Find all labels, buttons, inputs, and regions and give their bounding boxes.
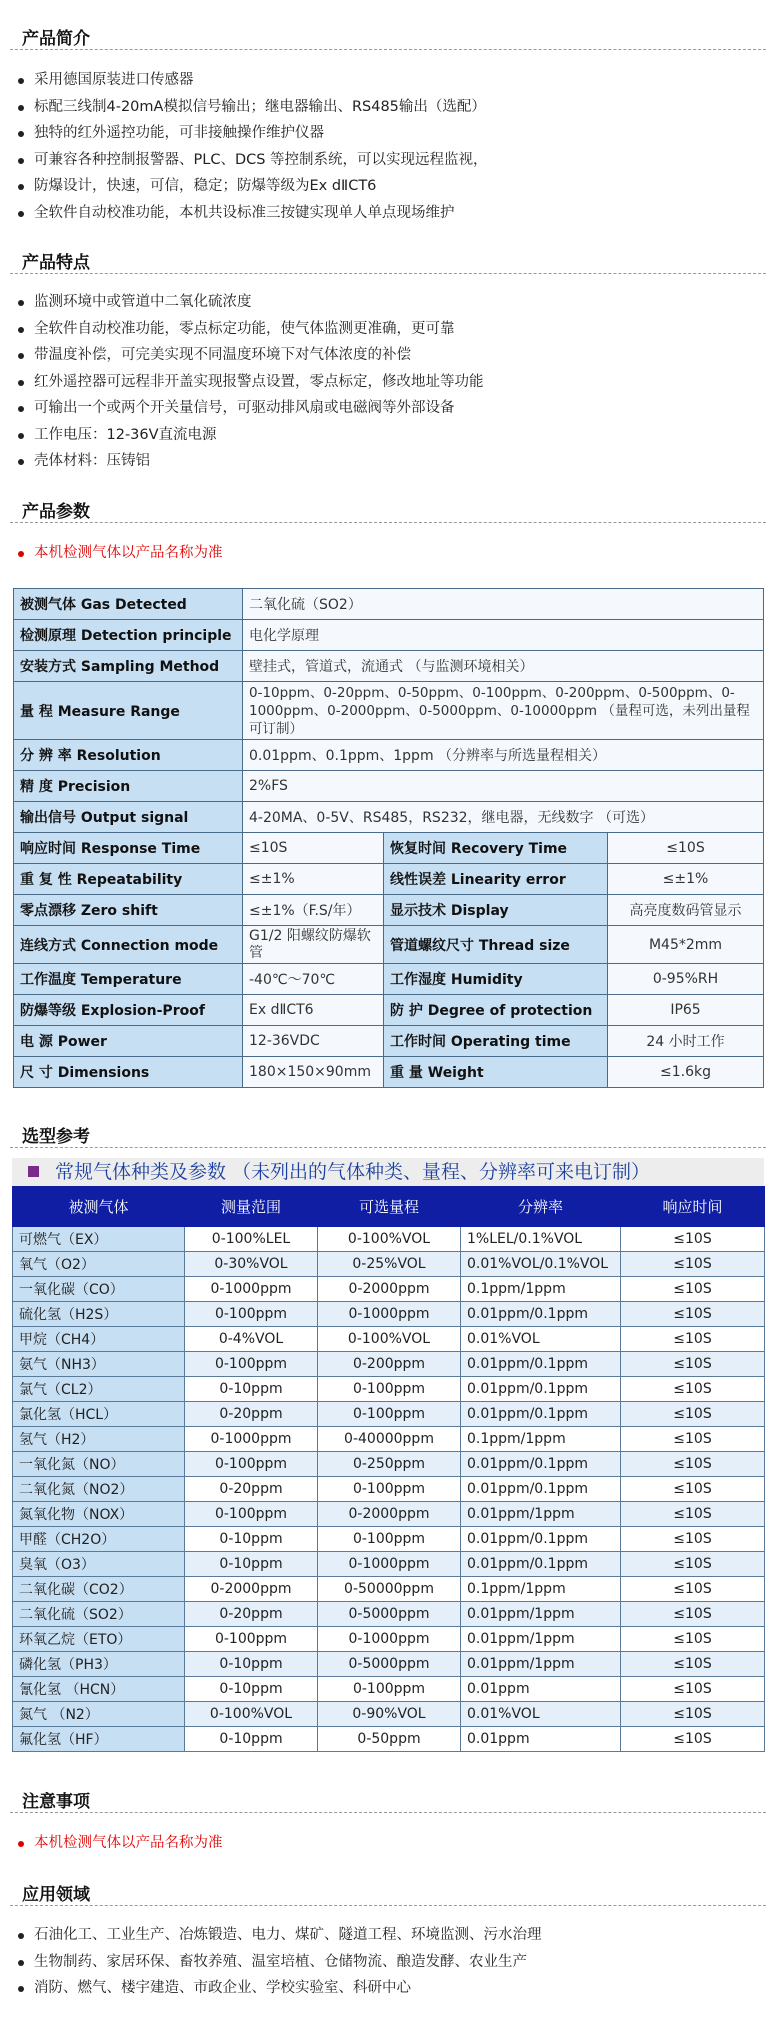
table-cell: 氮气 （N2）: [13, 1702, 185, 1727]
table-cell: ≤10S: [621, 1327, 765, 1352]
table-cell: 0-20ppm: [185, 1477, 318, 1502]
table-row: [13, 1552, 765, 1577]
spec-label: 精 度 Precision: [14, 771, 243, 802]
table-cell: 0-200ppm: [318, 1352, 461, 1377]
spec-value: ≤1.6kg: [608, 1057, 764, 1088]
spec-value: 180×150×90mm: [243, 1057, 384, 1088]
table-row: [13, 1352, 765, 1377]
table-cell: ≤10S: [621, 1652, 765, 1677]
spec-value: ≤10S: [243, 833, 384, 864]
gas-table-body: [13, 1227, 765, 1752]
table-cell: 0.01ppm: [461, 1727, 621, 1752]
table-row: [13, 1502, 765, 1527]
table-cell: 0-10ppm: [185, 1377, 318, 1402]
table-cell: 氯气（CL2）: [13, 1377, 185, 1402]
spec-value: 电化学原理: [243, 620, 764, 651]
notes-item: 本机检测气体以产品名称为准: [14, 1830, 223, 1857]
divider: [10, 273, 766, 274]
gas-table-header: [13, 1187, 765, 1227]
table-row: [13, 1702, 765, 1727]
spec-label: 防爆等级 Explosion-Proof: [14, 995, 243, 1026]
spec-value: -40℃～70℃: [243, 964, 384, 995]
table-cell: 0-1000ppm: [318, 1552, 461, 1577]
table-row: [13, 1577, 765, 1602]
table-cell: 0.01ppm/0.1ppm: [461, 1477, 621, 1502]
column-header: 可选量程: [318, 1187, 461, 1227]
column-header: 被测气体: [13, 1187, 185, 1227]
spec-value: 12-36VDC: [243, 1026, 384, 1057]
list-item: 可输出一个或两个开关量信号，可驱动排风扇或电磁阀等外部设备: [14, 395, 484, 422]
spec-label: 线性误差 Linearity error: [384, 864, 608, 895]
spec-label: 输出信号 Output signal: [14, 802, 243, 833]
table-cell: ≤10S: [621, 1352, 765, 1377]
params-note: 本机检测气体以产品名称为准: [14, 540, 223, 567]
table-cell: ≤10S: [621, 1427, 765, 1452]
selection-title: 选型参考: [22, 1127, 90, 1147]
table-cell: 0-100ppm: [318, 1677, 461, 1702]
spec-value: 高亮度数码管显示: [608, 895, 764, 926]
table-cell: 磷化氢（PH3）: [13, 1652, 185, 1677]
table-row: [13, 1527, 765, 1552]
table-cell: ≤10S: [621, 1727, 765, 1752]
divider: [10, 1905, 766, 1906]
spec-value: 0-95%RH: [608, 964, 764, 995]
table-cell: ≤10S: [621, 1527, 765, 1552]
spec-label: 零点漂移 Zero shift: [14, 895, 243, 926]
table-cell: 0-4%VOL: [185, 1327, 318, 1352]
notes-list: [14, 1830, 223, 1857]
column-header: 响应时间: [621, 1187, 765, 1227]
intro-title: 产品简介: [22, 29, 90, 49]
list-item: 独特的红外遥控功能，可非接触操作维护仪器: [14, 120, 488, 147]
table-cell: ≤10S: [621, 1577, 765, 1602]
table-cell: 0.01ppm/1ppm: [461, 1627, 621, 1652]
table-cell: ≤10S: [621, 1702, 765, 1727]
table-cell: ≤10S: [621, 1252, 765, 1277]
table-cell: 0-1000ppm: [318, 1302, 461, 1327]
list-item: 可兼容各种控制报警器、PLC、DCS 等控制系统，可以实现远程监视，: [14, 147, 488, 174]
table-cell: 0-2000ppm: [185, 1577, 318, 1602]
table-cell: 0-100ppm: [318, 1477, 461, 1502]
table-cell: 0.1ppm/1ppm: [461, 1577, 621, 1602]
table-cell: 0-100ppm: [318, 1527, 461, 1552]
list-item: 壳体材料：压铸铝: [14, 448, 484, 475]
table-cell: 二氧化硫（SO2）: [13, 1602, 185, 1627]
divider: [10, 49, 766, 50]
table-cell: 1%LEL/0.1%VOL: [461, 1227, 621, 1252]
list-item: 防爆设计，快速，可信，稳定；防爆等级为Ex dⅡCT6: [14, 173, 488, 200]
params-title: 产品参数: [22, 502, 90, 522]
table-cell: 0.01ppm/1ppm: [461, 1602, 621, 1627]
spec-label: 尺 寸 Dimensions: [14, 1057, 243, 1088]
table-cell: 0-10ppm: [185, 1652, 318, 1677]
table-cell: 0-10ppm: [185, 1527, 318, 1552]
table-cell: 0.01ppm/0.1ppm: [461, 1402, 621, 1427]
table-row: [13, 1252, 765, 1277]
features-list: [14, 289, 484, 475]
table-cell: 0-100ppm: [185, 1502, 318, 1527]
table-cell: 0-5000ppm: [318, 1602, 461, 1627]
table-cell: 氧气（O2）: [13, 1252, 185, 1277]
table-cell: 0.01%VOL: [461, 1327, 621, 1352]
table-cell: 0-250ppm: [318, 1452, 461, 1477]
spec-value: 0-10ppm、0-20ppm、0-50ppm、0-100ppm、0-200ppm、0-500ppm、0-1000ppm、0-2000ppm、0-5000ppm、0-10000ppm （量程可选，未列出量程可订制）: [243, 682, 764, 740]
spec-value: M45*2mm: [608, 926, 764, 964]
table-cell: 0.01ppm/0.1ppm: [461, 1552, 621, 1577]
table-row: [13, 1377, 765, 1402]
spec-label: 连线方式 Connection mode: [14, 926, 243, 964]
table-row: [13, 1452, 765, 1477]
table-cell: 0-90%VOL: [318, 1702, 461, 1727]
table-cell: 0-10ppm: [185, 1552, 318, 1577]
spec-value: ≤±1%（F.S/年）: [243, 895, 384, 926]
spec-value: ≤10S: [608, 833, 764, 864]
table-row: [13, 1727, 765, 1752]
table-cell: 0.1ppm/1ppm: [461, 1277, 621, 1302]
list-item: 消防、燃气、楼宇建造、市政企业、学校实验室、科研中心: [14, 1975, 542, 2002]
table-cell: 二氧化碳（CO2）: [13, 1577, 185, 1602]
table-cell: 一氧化氮（NO）: [13, 1452, 185, 1477]
spec-label: 分 辨 率 Resolution: [14, 740, 243, 771]
table-cell: 0-40000ppm: [318, 1427, 461, 1452]
table-cell: 0-100ppm: [318, 1402, 461, 1427]
table-cell: 一氧化碳（CO）: [13, 1277, 185, 1302]
selection-heading: [12, 1158, 764, 1186]
table-cell: 0-25%VOL: [318, 1252, 461, 1277]
table-cell: 0-100ppm: [185, 1627, 318, 1652]
spec-value: 2%FS: [243, 771, 764, 802]
application-title: 应用领域: [22, 1885, 90, 1905]
spec-label: 重 复 性 Repeatability: [14, 864, 243, 895]
spec-value: G1/2 阳螺纹防爆软管: [243, 926, 384, 964]
column-header: 测量范围: [185, 1187, 318, 1227]
table-cell: 0-1000ppm: [185, 1277, 318, 1302]
table-cell: 0-1000ppm: [318, 1627, 461, 1652]
table-row: [13, 1427, 765, 1452]
spec-value: 壁挂式，管道式，流通式 （与监测环境相关）: [243, 651, 764, 682]
spec-label: 管道螺纹尺寸 Thread size: [384, 926, 608, 964]
table-cell: 0-30%VOL: [185, 1252, 318, 1277]
spec-value: 0.01ppm、0.1ppm、1ppm （分辨率与所选量程相关）: [243, 740, 764, 771]
table-cell: 0-100%VOL: [318, 1327, 461, 1352]
table-cell: 0.01%VOL/0.1%VOL: [461, 1252, 621, 1277]
list-item: 工作电压：12-36V直流电源: [14, 422, 484, 449]
table-cell: 0.01ppm/1ppm: [461, 1502, 621, 1527]
params-note-list: [14, 540, 223, 567]
table-row: [13, 1327, 765, 1352]
spec-label: 响应时间 Response Time: [14, 833, 243, 864]
spec-label: 工作时间 Operating time: [384, 1026, 608, 1057]
table-cell: ≤10S: [621, 1502, 765, 1527]
gas-table: [12, 1186, 765, 1752]
table-cell: ≤10S: [621, 1227, 765, 1252]
table-cell: 0.01ppm/1ppm: [461, 1652, 621, 1677]
table-cell: 0-100%VOL: [318, 1227, 461, 1252]
table-cell: 硫化氢（H2S）: [13, 1302, 185, 1327]
table-row: [13, 1402, 765, 1427]
list-item: 标配三线制4-20mA模拟信号输出；继电器输出、RS485输出（选配）: [14, 94, 488, 121]
spec-label: 安装方式 Sampling Method: [14, 651, 243, 682]
table-cell: 氢气（H2）: [13, 1427, 185, 1452]
table-cell: 二氧化氮（NO2）: [13, 1477, 185, 1502]
table-cell: 0-10ppm: [185, 1727, 318, 1752]
column-header: 分辨率: [461, 1187, 621, 1227]
table-cell: 0.01ppm/0.1ppm: [461, 1352, 621, 1377]
intro-list: [14, 67, 488, 226]
table-cell: 0.1ppm/1ppm: [461, 1427, 621, 1452]
table-row: [13, 1652, 765, 1677]
spec-value: Ex dⅡCT6: [243, 995, 384, 1026]
table-cell: 0-5000ppm: [318, 1652, 461, 1677]
table-cell: ≤10S: [621, 1277, 765, 1302]
table-cell: 环氧乙烷（ETO）: [13, 1627, 185, 1652]
table-row: [13, 1477, 765, 1502]
table-cell: ≤10S: [621, 1627, 765, 1652]
spec-label: 显示技术 Display: [384, 895, 608, 926]
table-cell: 0.01ppm/0.1ppm: [461, 1527, 621, 1552]
spec-value: 4-20MA、0-5V、RS485，RS232，继电器，无线数字 （可选）: [243, 802, 764, 833]
table-cell: 氰化氢 （HCN）: [13, 1677, 185, 1702]
list-item: 监测环境中或管道中二氧化硫浓度: [14, 289, 484, 316]
spec-label: 工作湿度 Humidity: [384, 964, 608, 995]
list-item: 红外遥控器可远程非开盖实现报警点设置，零点标定，修改地址等功能: [14, 369, 484, 396]
table-cell: 0.01%VOL: [461, 1702, 621, 1727]
table-cell: 0.01ppm/0.1ppm: [461, 1377, 621, 1402]
table-cell: 0-100%LEL: [185, 1227, 318, 1252]
selection-heading-text: 常规气体种类及参数 （未列出的气体种类、量程、分辨率可来电订制）: [55, 1161, 651, 1183]
spec-value: IP65: [608, 995, 764, 1026]
table-cell: 可燃气（EX）: [13, 1227, 185, 1252]
table-cell: 甲烷（CH4）: [13, 1327, 185, 1352]
square-bullet-icon: [28, 1166, 39, 1177]
spec-label: 被测气体 Gas Detected: [14, 589, 243, 620]
table-cell: 臭氧（O3）: [13, 1552, 185, 1577]
spec-value: ≤±1%: [608, 864, 764, 895]
list-item: 采用德国原装进口传感器: [14, 67, 488, 94]
table-cell: ≤10S: [621, 1677, 765, 1702]
table-cell: 0-100ppm: [185, 1352, 318, 1377]
table-row: [13, 1277, 765, 1302]
table-cell: 0-100ppm: [318, 1377, 461, 1402]
spec-label: 检测原理 Detection principle: [14, 620, 243, 651]
divider: [10, 522, 766, 523]
table-cell: 0-100ppm: [185, 1452, 318, 1477]
spec-label: 工作温度 Temperature: [14, 964, 243, 995]
table-cell: 氨气（NH3）: [13, 1352, 185, 1377]
table-cell: 0.01ppm/0.1ppm: [461, 1302, 621, 1327]
table-cell: ≤10S: [621, 1302, 765, 1327]
list-item: 生物制药、家居环保、畜牧养殖、温室培植、仓储物流、酿造发酵、农业生产: [14, 1949, 542, 1976]
list-item: 全软件自动校准功能，零点标定功能，使气体监测更准确，更可靠: [14, 316, 484, 343]
spec-value: ≤±1%: [243, 864, 384, 895]
spec-label: 重 量 Weight: [384, 1057, 608, 1088]
table-cell: 0-100ppm: [185, 1302, 318, 1327]
spec-value: 24 小时工作: [608, 1026, 764, 1057]
table-cell: 0.01ppm: [461, 1677, 621, 1702]
table-row: [13, 1627, 765, 1652]
table-cell: 氮氧化物（NOX）: [13, 1502, 185, 1527]
table-cell: ≤10S: [621, 1402, 765, 1427]
table-cell: 氯化氢（HCL）: [13, 1402, 185, 1427]
divider: [10, 1812, 766, 1813]
list-item: 全软件自动校准功能，本机共设标准三按键实现单人单点现场维护: [14, 200, 488, 227]
list-item: 带温度补偿，可完美实现不同温度环境下对气体浓度的补偿: [14, 342, 484, 369]
spec-label: 防 护 Degree of protection: [384, 995, 608, 1026]
table-cell: 0-20ppm: [185, 1402, 318, 1427]
table-cell: ≤10S: [621, 1377, 765, 1402]
application-list: [14, 1922, 542, 2002]
table-cell: 氟化氢（HF）: [13, 1727, 185, 1752]
table-row: [13, 1302, 765, 1327]
table-cell: 0-10ppm: [185, 1677, 318, 1702]
spec-label: 恢复时间 Recovery Time: [384, 833, 608, 864]
table-cell: 甲醛（CH2O）: [13, 1527, 185, 1552]
list-item: 石油化工、工业生产、冶炼锻造、电力、煤矿、隧道工程、环境监测、污水治理: [14, 1922, 542, 1949]
features-title: 产品特点: [22, 253, 90, 273]
table-cell: 0-20ppm: [185, 1602, 318, 1627]
spec-label: 量 程 Measure Range: [14, 682, 243, 740]
table-cell: 0-50000ppm: [318, 1577, 461, 1602]
notes-title: 注意事项: [22, 1792, 90, 1812]
table-row: [13, 1602, 765, 1627]
table-row: [13, 1227, 765, 1252]
table-cell: 0-1000ppm: [185, 1427, 318, 1452]
table-cell: 0-2000ppm: [318, 1277, 461, 1302]
table-cell: ≤10S: [621, 1477, 765, 1502]
table-row: [13, 1677, 765, 1702]
table-cell: 0.01ppm/0.1ppm: [461, 1452, 621, 1477]
spec-table: [13, 588, 764, 1088]
table-cell: 0-50ppm: [318, 1727, 461, 1752]
table-cell: ≤10S: [621, 1552, 765, 1577]
table-cell: ≤10S: [621, 1602, 765, 1627]
divider: [10, 1147, 766, 1148]
table-cell: 0-100%VOL: [185, 1702, 318, 1727]
table-cell: ≤10S: [621, 1452, 765, 1477]
table-cell: 0-2000ppm: [318, 1502, 461, 1527]
spec-value: 二氧化硫（SO2）: [243, 589, 764, 620]
spec-label: 电 源 Power: [14, 1026, 243, 1057]
